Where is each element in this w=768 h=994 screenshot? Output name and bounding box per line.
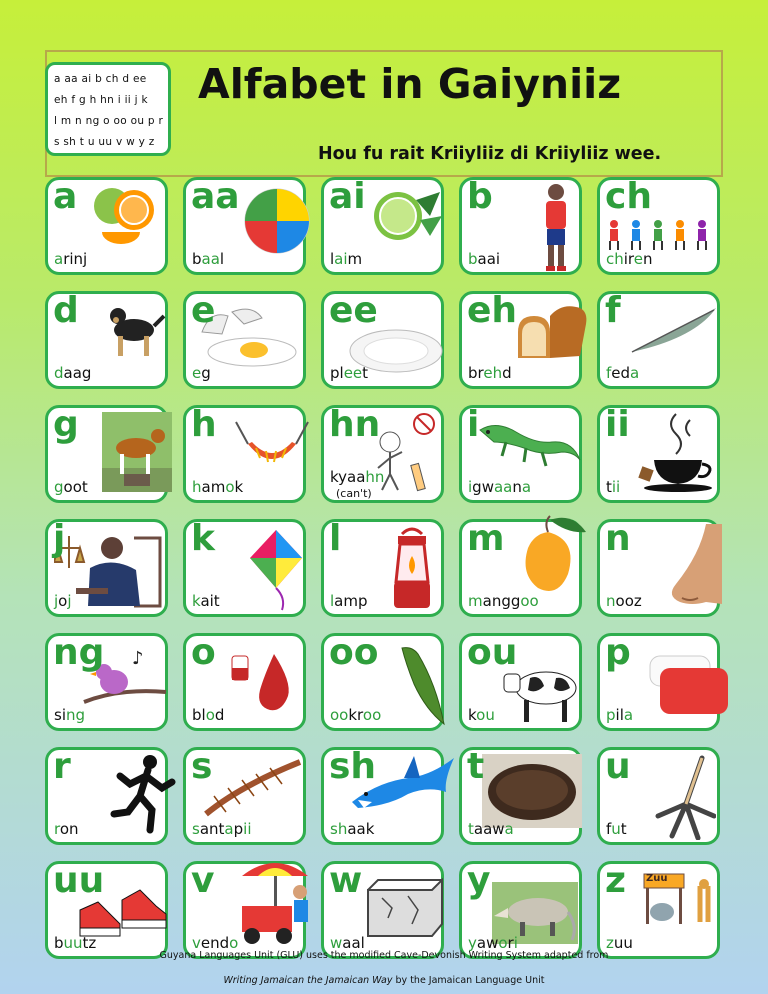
- vendor-cart-icon: [232, 856, 318, 950]
- word-segment: tz: [82, 934, 97, 952]
- word-segment: hn: [365, 468, 385, 486]
- mini-alphabet-row: s sh t u uu v w y z: [54, 136, 155, 148]
- letter-card-w: [321, 861, 444, 959]
- card-letter: ee: [329, 290, 378, 331]
- word-segment: k: [234, 478, 244, 496]
- letter-card-s: [183, 747, 306, 845]
- letter-card-g: [45, 405, 168, 503]
- card-letter: r: [53, 746, 71, 787]
- word-segment: n: [643, 250, 653, 268]
- word-segment: z: [606, 934, 614, 952]
- mini-alphabet: [45, 62, 171, 156]
- word-segment: pl: [330, 364, 344, 382]
- card-letter: aa: [191, 176, 240, 217]
- word-segment: b: [468, 250, 478, 268]
- okra-icon: [396, 644, 448, 732]
- letter-card-ch: [597, 177, 720, 275]
- word-segment: oot: [63, 478, 88, 496]
- page-subtitle: Hou fu rait Kriiyliiz di Kriiyliiz wee.: [318, 144, 662, 164]
- lime-icon: [368, 186, 443, 250]
- word-segment: oo: [362, 706, 382, 724]
- lamp-icon: [388, 526, 436, 618]
- word-segment: f: [606, 820, 612, 838]
- word-segment: i: [468, 478, 473, 496]
- word-segment: p: [606, 706, 616, 724]
- word-segment: j: [67, 592, 72, 610]
- word-segment: f: [606, 364, 612, 382]
- footer-credit: Guyana Languages Unit (GLU) uses the modified Cave-Devonish Writing System adapted from: [159, 950, 609, 961]
- word-segment: t: [620, 820, 627, 838]
- card-letter: ii: [605, 404, 630, 445]
- word-segment: t: [362, 364, 369, 382]
- letter-card-eh: [459, 291, 582, 389]
- word-segment: uu: [63, 934, 83, 952]
- card-letter: k: [191, 518, 215, 559]
- mini-alphabet-row: eh f g h hn i ii j k: [54, 94, 148, 106]
- word-segment: e: [192, 364, 202, 382]
- word-segment: a: [630, 364, 640, 382]
- card-word: [192, 364, 211, 382]
- word-segment: aa: [493, 478, 513, 496]
- word-segment: l: [330, 592, 335, 610]
- letter-card-v: [183, 861, 306, 959]
- card-letter: hn: [329, 404, 381, 445]
- letter-card-j: [45, 519, 168, 617]
- card-word: [54, 364, 91, 382]
- centipede-icon: [200, 756, 306, 822]
- card-letter: ai: [329, 176, 366, 217]
- beach-ball-icon: [242, 186, 312, 260]
- card-letter: i: [467, 404, 480, 445]
- word-segment: j: [54, 592, 59, 610]
- card-letter: uu: [53, 860, 105, 901]
- letter-card-b: [459, 177, 582, 275]
- card-word: [192, 706, 224, 724]
- word-segment: n: [606, 592, 616, 610]
- word-segment: d: [502, 364, 512, 382]
- letter-card-ii: [597, 405, 720, 503]
- letter-card-y: [459, 861, 582, 959]
- word-segment: g: [54, 478, 64, 496]
- word-segment: on: [59, 820, 79, 838]
- letter-card-r: [45, 747, 168, 845]
- card-word: [606, 250, 653, 268]
- zoo-sign-label: Zuu: [646, 873, 668, 884]
- card-word: [468, 364, 512, 382]
- card-letter: v: [191, 860, 215, 901]
- word-segment: kr: [348, 706, 363, 724]
- word-segment: si: [54, 706, 66, 724]
- card-word: [468, 592, 539, 610]
- word-segment: n: [512, 478, 522, 496]
- word-segment: u: [611, 820, 621, 838]
- card-word: [192, 592, 220, 610]
- card-letter: p: [605, 632, 631, 673]
- card-word: [192, 250, 224, 268]
- card-letter: d: [53, 290, 79, 331]
- word-segment: e: [633, 250, 644, 268]
- letter-card-uu: [45, 861, 168, 959]
- boy-icon: [538, 182, 574, 278]
- word-segment: m: [468, 592, 483, 610]
- zoo-icon: [634, 872, 720, 932]
- word-segment: ng: [65, 706, 86, 724]
- word-segment: ed: [611, 364, 631, 382]
- word-segment: k: [192, 592, 201, 610]
- card-letter: ch: [605, 176, 652, 217]
- card-letter: y: [467, 860, 491, 901]
- word-segment: rinj: [63, 250, 88, 268]
- word-segment: ii: [243, 820, 252, 838]
- word-segment: l: [219, 250, 225, 268]
- card-word: [468, 706, 495, 724]
- card-word: [330, 820, 374, 838]
- card-word: [54, 592, 72, 610]
- word-segment: am: [201, 478, 226, 496]
- word-segment: aa: [201, 250, 220, 268]
- letter-card-ai: [321, 177, 444, 275]
- word-segment: o: [229, 934, 239, 952]
- footer-source-rest: by the Jamaican Language Unit: [392, 975, 545, 986]
- letter-card-i: [459, 405, 582, 503]
- word-segment: w: [330, 934, 343, 952]
- card-word: [330, 250, 362, 268]
- word-segment: br: [468, 364, 484, 382]
- footer-book-title: Writing Jamaican the Jamaican Way: [223, 975, 393, 986]
- card-word: [330, 592, 368, 610]
- card-word: [468, 820, 514, 838]
- word-segment: d: [54, 364, 64, 382]
- card-word: [330, 364, 368, 382]
- card-word: [606, 364, 639, 382]
- word-segment: aal: [342, 934, 365, 952]
- letter-card-ou: [459, 633, 582, 731]
- letter-card-n: [597, 519, 720, 617]
- word-segment: eh: [483, 364, 503, 382]
- word-segment: y: [468, 934, 477, 952]
- card-letter: z: [605, 860, 626, 901]
- word-segment: g: [201, 364, 211, 382]
- word-segment: uu: [613, 934, 633, 952]
- card-word: [192, 478, 243, 496]
- word-segment: ii: [611, 478, 621, 496]
- dog-icon: [104, 298, 166, 364]
- word-segment: ai: [334, 250, 348, 268]
- word-segment: m: [347, 250, 363, 268]
- card-word: [192, 820, 252, 838]
- mini-alphabet-row: a aa ai b ch d ee: [54, 73, 147, 85]
- letter-card-ee: [321, 291, 444, 389]
- word-segment: gw: [472, 478, 494, 496]
- orange-icon: [82, 184, 160, 250]
- card-word: [468, 478, 531, 496]
- word-segment: ant: [199, 820, 225, 838]
- mango-icon: [508, 514, 588, 604]
- word-segment: a: [54, 250, 64, 268]
- card-letter: sh: [329, 746, 377, 787]
- mini-alphabet-row: l m n ng o oo ou p r: [54, 115, 164, 127]
- word-segment: b: [54, 934, 64, 952]
- feather-icon: [628, 304, 720, 360]
- blood-drop-icon: [226, 646, 296, 720]
- word-segment: a: [623, 706, 634, 724]
- letter-card-e: [183, 291, 306, 389]
- card-word: [54, 250, 87, 268]
- letter-card-k: [183, 519, 306, 617]
- letter-card-h: [183, 405, 306, 503]
- card-letter: eh: [467, 290, 518, 331]
- word-segment: end: [200, 934, 230, 952]
- card-word: [606, 592, 642, 610]
- iguana-icon: [476, 412, 586, 480]
- word-segment: o: [225, 478, 235, 496]
- word-segment: k: [468, 706, 477, 724]
- letter-card-p: [597, 633, 720, 731]
- card-word: [54, 478, 88, 496]
- letter-card-sh: [321, 747, 444, 845]
- wall-icon: [362, 874, 448, 944]
- word-segment: o: [498, 934, 508, 952]
- letter-card-hn: [321, 405, 444, 503]
- card-word: [468, 250, 500, 268]
- card-letter: n: [605, 518, 631, 559]
- word-segment: l: [330, 250, 335, 268]
- card-letter: w: [329, 860, 363, 901]
- letter-card-m: [459, 519, 582, 617]
- letter-card-a: [45, 177, 168, 275]
- word-segment: t: [468, 820, 474, 838]
- word-segment: ch: [606, 250, 624, 268]
- card-letter: b: [467, 176, 493, 217]
- card-word: [606, 478, 620, 496]
- card-letter: f: [605, 290, 621, 331]
- teacup-icon: [636, 410, 718, 500]
- word-segment: oo: [330, 706, 349, 724]
- word-segment: angg: [482, 592, 521, 610]
- word-segment: a: [521, 478, 532, 496]
- letter-card-ng: [45, 633, 168, 731]
- letter-card-l: [321, 519, 444, 617]
- word-segment: il: [615, 706, 624, 724]
- card-letter: oo: [329, 632, 379, 673]
- card-word: [330, 706, 381, 724]
- word-segment: i: [513, 934, 518, 952]
- card-letter: l: [329, 518, 342, 559]
- word-segment: bl: [192, 706, 206, 724]
- card-word: [330, 468, 384, 486]
- letter-card-z: [597, 861, 720, 959]
- word-segment: sh: [330, 820, 348, 838]
- runner-icon: [106, 754, 176, 838]
- card-letter: h: [191, 404, 217, 445]
- word-segment: kyaa: [330, 468, 366, 486]
- card-letter: j: [53, 518, 66, 559]
- word-segment: ir: [623, 250, 634, 268]
- word-segment: aag: [63, 364, 92, 382]
- kite-icon: [246, 528, 306, 616]
- card-letter: s: [191, 746, 213, 787]
- page-title: Alfabet in Gaiyniiz: [198, 60, 622, 108]
- card-letter: a: [53, 176, 78, 217]
- card-letter: t: [467, 746, 485, 787]
- card-word: [54, 706, 85, 724]
- card-word: [54, 820, 79, 838]
- letter-card-aa: [183, 177, 306, 275]
- letter-card-f: [597, 291, 720, 389]
- nose-icon: [666, 524, 722, 622]
- word-segment: v: [192, 934, 201, 952]
- word-segment: ee: [343, 364, 363, 382]
- svg-text:♪: ♪: [132, 648, 144, 669]
- card-letter: ou: [467, 632, 518, 673]
- word-segment: a: [224, 820, 234, 838]
- word-segment: aak: [347, 820, 375, 838]
- card-word: [606, 706, 633, 724]
- word-segment: o: [205, 706, 215, 724]
- word-segment: aai: [477, 250, 501, 268]
- word-segment: r: [54, 820, 60, 838]
- card-word: [606, 820, 627, 838]
- word-segment: b: [192, 250, 202, 268]
- footer-source: [0, 975, 768, 986]
- card-letter: e: [191, 290, 216, 331]
- word-segment: s: [192, 820, 200, 838]
- word-segment: ou: [476, 706, 495, 724]
- letter-card-u: [597, 747, 720, 845]
- card-letter: u: [605, 746, 631, 787]
- letter-card-oo: [321, 633, 444, 731]
- word-segment: t: [606, 478, 612, 496]
- hammock-icon: [232, 418, 312, 482]
- letter-card-t: [459, 747, 582, 845]
- card-letter: m: [467, 518, 505, 559]
- chicken-foot-icon: [652, 754, 716, 844]
- word-segment: p: [233, 820, 244, 838]
- bread-icon: [510, 298, 590, 366]
- card-letter: ng: [53, 632, 105, 673]
- card-letter: g: [53, 404, 79, 445]
- pillow-icon: [640, 652, 732, 726]
- word-segment: ooz: [615, 592, 642, 610]
- word-segment: a: [504, 820, 514, 838]
- word-segment: oo: [520, 592, 539, 610]
- card-letter: o: [191, 632, 216, 673]
- word-segment: ait: [200, 592, 220, 610]
- word-segment: r: [507, 934, 514, 952]
- word-segment: d: [214, 706, 225, 724]
- goat-icon: [102, 412, 172, 496]
- word-segment: o: [58, 592, 68, 610]
- word-segment: aaw: [473, 820, 505, 838]
- card-word-gloss: (can't): [336, 487, 372, 500]
- word-segment: h: [192, 478, 202, 496]
- word-segment: amp: [334, 592, 368, 610]
- letter-card-d: [45, 291, 168, 389]
- word-segment: aw: [476, 934, 499, 952]
- letter-card-o: [183, 633, 306, 731]
